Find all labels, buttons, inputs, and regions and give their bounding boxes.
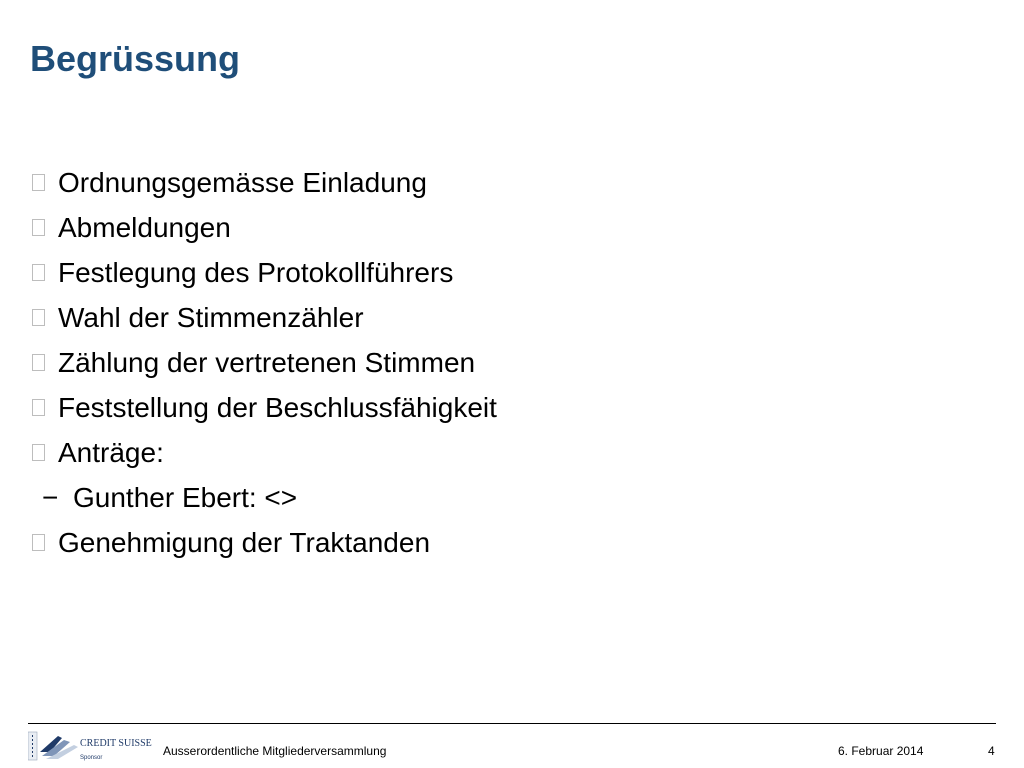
credit-suisse-sponsor-logo <box>28 728 156 764</box>
agenda-item <box>30 295 497 340</box>
agenda-item-label: Wahl der Stimmenzähler <box>58 302 364 333</box>
agenda-item-label: Genehmigung der Traktanden <box>58 527 431 558</box>
agenda-item-label: Anträge: <box>58 437 164 468</box>
agenda-list <box>30 160 497 565</box>
agenda-item <box>30 340 497 385</box>
slide-title: Begrüssung <box>30 38 241 79</box>
bullet-box-icon <box>32 534 45 551</box>
bullet-box-icon <box>32 399 45 416</box>
dash-icon: − <box>42 482 59 513</box>
agenda-item <box>30 520 497 565</box>
footer-event-title: Ausserordentliche Mitgliederversammlung <box>163 744 387 758</box>
bullet-box-icon <box>32 219 45 236</box>
footer-date: 6. Februar 2014 <box>838 744 924 758</box>
footer-page-number: 4 <box>988 744 995 758</box>
logo-brand-text: CREDIT SUISSE <box>80 738 152 749</box>
agenda-sub-item-label: Gunther Ebert: <> <box>73 482 298 513</box>
agenda-item-label: Zählung der vertretenen Stimmen <box>58 347 476 378</box>
bullet-box-icon <box>32 174 45 191</box>
agenda-item <box>30 160 497 205</box>
bullet-box-icon <box>32 309 45 326</box>
logo-role-text: Sponsor <box>80 755 103 761</box>
agenda-item-label: Ordnungsgemässe Einladung <box>58 167 427 198</box>
agenda-item-label: Abmeldungen <box>58 212 231 243</box>
bullet-box-icon <box>32 264 45 281</box>
agenda-sub-item <box>30 475 497 520</box>
bullet-box-icon <box>32 444 45 461</box>
footer-divider <box>28 723 996 724</box>
agenda-item-label: Festlegung des Protokollführers <box>58 257 454 288</box>
agenda-item <box>30 430 497 475</box>
agenda-item <box>30 250 497 295</box>
agenda-item <box>30 385 497 430</box>
agenda-item <box>30 205 497 250</box>
bullet-box-icon <box>32 354 45 371</box>
agenda-item-label: Feststellung der Beschlussfähigkeit <box>58 392 497 423</box>
